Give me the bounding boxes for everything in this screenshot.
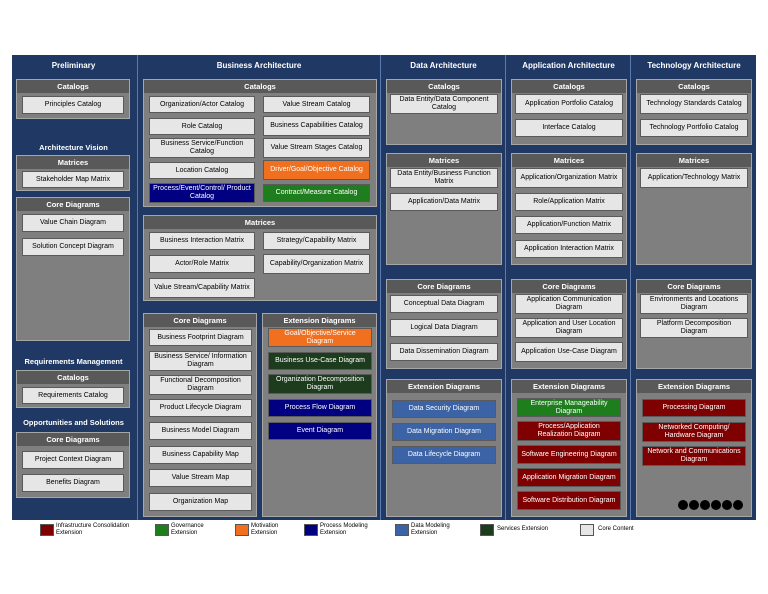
business-footprint-diagram[interactable]: Business Footprint Diagram — [149, 329, 252, 346]
application-header: Application Architecture — [522, 61, 615, 70]
dot-icon — [700, 500, 710, 510]
application-user-location-diagram[interactable]: Application and User Location Diagram — [515, 318, 623, 338]
panel-title: Extension Diagrams — [263, 314, 376, 327]
organization-map[interactable]: Organization Map — [149, 493, 252, 511]
business-interaction-matrix[interactable]: Business Interaction Matrix — [149, 232, 255, 250]
strategy-capability-matrix[interactable]: Strategy/Capability Matrix — [263, 232, 370, 250]
legend-swatch — [304, 524, 318, 536]
application-technology-matrix[interactable]: Application/Technology Matrix — [640, 168, 748, 188]
functional-decomposition-diagram[interactable]: Functional Decomposition Diagram — [149, 375, 252, 395]
value-stream-map[interactable]: Value Stream Map — [149, 469, 252, 487]
business-matrices-panel — [143, 215, 377, 301]
application-organization-matrix[interactable]: Application/Organization Matrix — [515, 168, 623, 188]
page-dots — [678, 500, 748, 512]
value-stream-stages-catalog[interactable]: Value Stream Stages Catalog — [263, 138, 370, 158]
preliminary-header: Preliminary — [51, 61, 96, 70]
technology-extension-panel — [636, 379, 752, 517]
stakeholder-map-matrix[interactable]: Stakeholder Map Matrix — [22, 171, 124, 188]
value-stream-capability-matrix[interactable]: Value Stream/Capability Matrix — [149, 278, 255, 298]
business-service-function-catalog[interactable]: Business Service/Function Catalog — [149, 138, 255, 158]
network-communications-diagram[interactable]: Network and Communications Diagram — [642, 446, 746, 466]
legend-swatch — [580, 524, 594, 536]
capability-organization-matrix[interactable]: Capability/Organization Matrix — [263, 254, 370, 274]
conceptual-data-diagram[interactable]: Conceptual Data Diagram — [390, 295, 498, 313]
panel-title: Extension Diagrams — [637, 380, 751, 393]
dot-icon — [722, 500, 732, 510]
technology-catalogs-panel — [636, 79, 752, 145]
process-flow-diagram[interactable]: Process Flow Diagram — [268, 399, 372, 417]
vision-header: Architecture Vision — [39, 143, 108, 152]
business-capability-map[interactable]: Business Capability Map — [149, 446, 252, 464]
panel-title: Core Diagrams — [512, 280, 626, 293]
organization-actor-catalog[interactable]: Organization/Actor Catalog — [149, 96, 255, 113]
application-data-matrix[interactable]: Application/Data Matrix — [390, 193, 498, 211]
interface-catalog[interactable]: Interface Catalog — [515, 119, 623, 137]
business-column — [137, 55, 381, 520]
application-use-case-diagram[interactable]: Application Use-Case Diagram — [515, 342, 623, 362]
software-distribution-diagram[interactable]: Software Distribution Diagram — [517, 491, 621, 510]
legend-swatch — [235, 524, 249, 536]
panel-title: Catalogs — [17, 80, 129, 93]
dot-icon — [711, 500, 721, 510]
panel-title: Matrices — [144, 216, 376, 229]
panel-title: Matrices — [512, 154, 626, 167]
networked-computing-hardware-diagram[interactable]: Networked Computing/ Hardware Diagram — [642, 422, 746, 442]
value-stream-catalog[interactable]: Value Stream Catalog — [263, 96, 370, 113]
role-catalog[interactable]: Role Catalog — [149, 118, 255, 135]
application-function-matrix[interactable]: Application/Function Matrix — [515, 216, 623, 234]
business-model-diagram[interactable]: Business Model Diagram — [149, 422, 252, 440]
panel-title: Catalogs — [387, 80, 501, 93]
panel-title: Core Diagrams — [17, 433, 129, 446]
application-catalogs-panel — [511, 79, 627, 145]
processing-diagram[interactable]: Processing Diagram — [642, 399, 746, 417]
data-entity-business-function-matrix[interactable]: Data Entity/Business Function Matrix — [390, 168, 498, 188]
panel-title: Extension Diagrams — [512, 380, 626, 393]
legend-label: Motivation Extension — [251, 523, 279, 536]
dot-icon — [733, 500, 743, 510]
application-migration-diagram[interactable]: Application Migration Diagram — [517, 468, 621, 487]
application-extension-panel — [511, 379, 627, 517]
panel-title: Matrices — [387, 154, 501, 167]
panel-title: Core Diagrams — [387, 280, 501, 293]
technology-column — [632, 55, 756, 520]
panel-title: Core Diagrams — [144, 314, 256, 327]
requirements-header: Requirements Management — [24, 357, 123, 366]
data-column — [382, 55, 506, 520]
panel-title: Catalogs — [17, 371, 129, 384]
value-chain-diagram[interactable]: Value Chain Diagram — [22, 214, 124, 232]
business-header: Business Architecture — [216, 61, 302, 70]
panel-title: Catalogs — [512, 80, 626, 93]
technology-portfolio-catalog[interactable]: Technology Portfolio Catalog — [640, 119, 748, 137]
benefits-diagram[interactable]: Benefits Diagram — [22, 474, 124, 492]
legend-swatch — [395, 524, 409, 536]
vision-core-panel — [16, 197, 130, 341]
legend-swatch — [155, 524, 169, 536]
data-lifecycle-diagram[interactable]: Data Lifecycle Diagram — [392, 446, 496, 464]
platform-decomposition-diagram[interactable]: Platform Decomposition Diagram — [640, 318, 748, 338]
enterprise-manageability-diagram[interactable]: Enterprise Manageability Diagram — [517, 398, 621, 417]
application-interaction-matrix[interactable]: Application Interaction Matrix — [515, 240, 623, 258]
data-migration-diagram[interactable]: Data Migration Diagram — [392, 423, 496, 441]
business-extension-panel — [262, 313, 377, 517]
application-column — [507, 55, 631, 520]
goal-objective-service-diagram[interactable]: Goal/Objective/Service Diagram — [268, 328, 372, 347]
legend-label: Services Extension — [497, 526, 549, 532]
location-catalog[interactable]: Location Catalog — [149, 162, 255, 179]
role-application-matrix[interactable]: Role/Application Matrix — [515, 193, 623, 211]
data-matrices-panel — [386, 153, 502, 265]
legend-swatch — [40, 524, 54, 536]
legend-label: Core Content — [598, 526, 634, 532]
panel-title: Extension Diagrams — [387, 380, 501, 393]
driver-goal-objective-catalog[interactable]: Driver/Goal/Objective Catalog — [263, 160, 370, 180]
event-diagram[interactable]: Event Diagram — [268, 422, 372, 440]
data-header: Data Architecture — [410, 61, 477, 70]
technology-core-panel — [636, 279, 752, 369]
organization-decomposition-diagram[interactable]: Organization Decomposition Diagram — [268, 374, 372, 394]
dot-icon — [689, 500, 699, 510]
process-event-control-product-catalog[interactable]: Process/Event/Control/ Product Catalog — [149, 183, 255, 203]
business-service-information-diagram[interactable]: Business Service/ Information Diagram — [149, 351, 252, 371]
technology-standards-catalog[interactable]: Technology Standards Catalog — [640, 94, 748, 114]
application-portfolio-catalog[interactable]: Application Portfolio Catalog — [515, 94, 623, 114]
business-catalogs-panel — [143, 79, 377, 207]
legend — [0, 522, 768, 542]
data-dissemination-diagram[interactable]: Data Dissemination Diagram — [390, 343, 498, 361]
business-capabilities-catalog[interactable]: Business Capabilities Catalog — [263, 116, 370, 136]
logical-data-diagram[interactable]: Logical Data Diagram — [390, 319, 498, 337]
legend-label: Infrastructure Consolidation Extension — [56, 523, 130, 536]
data-entity-data-component-catalog[interactable]: Data Entity/Data Component Catalog — [390, 94, 498, 114]
panel-title: Matrices — [17, 156, 129, 169]
principles-catalog[interactable]: Principles Catalog — [22, 96, 124, 114]
actor-role-matrix[interactable]: Actor/Role Matrix — [149, 255, 255, 273]
technology-header: Technology Architecture — [647, 61, 741, 70]
application-communication-diagram[interactable]: Application Communication Diagram — [515, 294, 623, 314]
business-core-panel — [143, 313, 257, 517]
panel-title: Catalogs — [144, 80, 376, 93]
opportunities-header: Opportunities and Solutions — [23, 418, 124, 427]
data-extension-panel — [386, 379, 502, 517]
preliminary-column — [12, 55, 135, 520]
project-context-diagram[interactable]: Project Context Diagram — [22, 451, 124, 469]
legend-swatch — [480, 524, 494, 536]
environments-locations-diagram[interactable]: Environments and Locations Diagram — [640, 294, 748, 314]
dot-icon — [678, 500, 688, 510]
software-engineering-diagram[interactable]: Software Engineering Diagram — [517, 445, 621, 464]
panel-title: Catalogs — [637, 80, 751, 93]
preliminary-catalogs-panel — [16, 79, 130, 119]
product-lifecycle-diagram[interactable]: Product Lifecycle Diagram — [149, 399, 252, 417]
vision-matrices-panel — [16, 155, 130, 191]
data-security-diagram[interactable]: Data Security Diagram — [392, 400, 496, 418]
contract-measure-catalog[interactable]: Contract/Measure Catalog — [263, 184, 370, 202]
solution-concept-diagram[interactable]: Solution Concept Diagram — [22, 238, 124, 256]
data-catalogs-panel — [386, 79, 502, 145]
business-use-case-diagram[interactable]: Business Use-Case Diagram — [268, 352, 372, 370]
requirements-catalog[interactable]: Requirements Catalog — [22, 387, 124, 404]
application-matrices-panel — [511, 153, 627, 265]
panel-title: Core Diagrams — [17, 198, 129, 211]
legend-label: Process Modeling Extension — [320, 523, 368, 536]
technology-matrices-panel — [636, 153, 752, 265]
application-core-panel — [511, 279, 627, 369]
legend-label: Governance Extension — [171, 523, 204, 536]
data-core-panel — [386, 279, 502, 369]
process-application-realization-diagram[interactable]: Process/Application Realization Diagram — [517, 421, 621, 441]
diagram-frame — [12, 55, 756, 520]
panel-title: Matrices — [637, 154, 751, 167]
legend-label: Data Modeling Extension — [411, 523, 450, 536]
opportunities-core-panel — [16, 432, 130, 498]
panel-title: Core Diagrams — [637, 280, 751, 293]
requirements-catalogs-panel — [16, 370, 130, 408]
